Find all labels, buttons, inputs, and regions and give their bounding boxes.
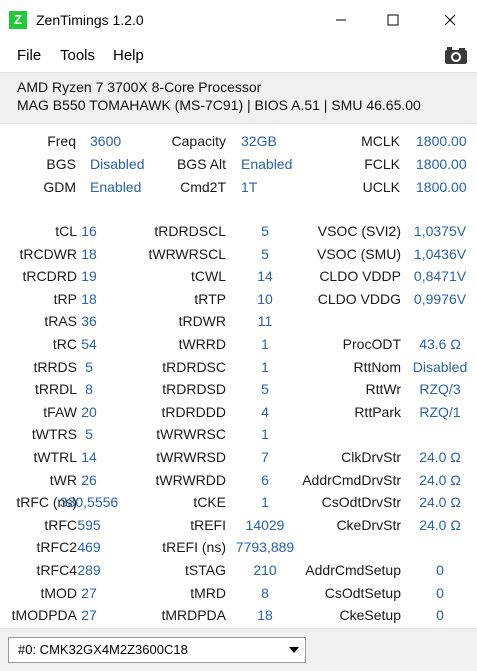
minimize-icon [335, 14, 347, 26]
timing-label: tCL [55, 223, 77, 239]
timing-label: CsOdtDrvStr [321, 494, 401, 511]
timing-value: 8 [261, 584, 269, 601]
timing-value: 32GB [241, 133, 277, 149]
timing-label: tWRWRSC [156, 426, 226, 443]
timing-label: tRDRDDD [161, 403, 226, 420]
timing-value: 5 [261, 245, 269, 262]
timing-value: 8 [85, 381, 93, 398]
timing-value: 5 [261, 223, 269, 239]
timing-value: 16 [81, 223, 97, 239]
close-button[interactable] [423, 0, 477, 40]
timing-value: 1800.00 [416, 179, 467, 195]
minimize-button[interactable] [314, 0, 368, 40]
timing-value: 7 [261, 449, 269, 465]
maximize-icon [387, 14, 399, 26]
timing-label: tRDWR [178, 313, 226, 330]
timing-label: AddrCmdSetup [305, 562, 401, 578]
timing-value: 5 [85, 426, 93, 443]
timing-value: 0,8471V [413, 268, 467, 285]
timing-value: Enabled [241, 156, 293, 172]
timing-label: RttWr [365, 381, 401, 398]
timing-label: tWR [49, 471, 77, 488]
timing-value: RZQ/3 [419, 381, 461, 398]
close-icon [444, 14, 456, 26]
timing-label: tWRWRDD [155, 471, 226, 488]
timing-label: tREFI [190, 516, 226, 533]
timing-label: tRDRDSC [162, 358, 226, 375]
timing-label: tCWL [191, 268, 226, 285]
timing-label: RttNom [353, 358, 401, 375]
timing-label: CkeSetup [339, 607, 401, 624]
timing-value: 18 [81, 290, 97, 307]
timing-label: tFAW [43, 403, 77, 420]
timing-label: tRC [52, 336, 77, 352]
timing-value: 24.0 Ω [419, 471, 461, 488]
timing-label: ProcODT [342, 336, 401, 352]
timing-label: UCLK [362, 179, 400, 195]
timing-value: 0,9976V [413, 290, 467, 307]
timing-value: Disabled [412, 358, 468, 375]
timing-label: Cmd2T [180, 179, 226, 195]
timing-value: 1800.00 [416, 133, 467, 149]
timing-value: 11 [257, 313, 273, 330]
timing-value: 1 [261, 494, 269, 511]
timing-value: 7793,889 [235, 539, 295, 556]
timing-value: 1T [241, 179, 258, 195]
timing-value: 595 [77, 516, 101, 533]
timing-value: 1,0375V [413, 223, 467, 239]
timing-value: 6 [261, 471, 269, 488]
timing-value: 1800.00 [416, 156, 467, 172]
timing-value: 0 [436, 562, 444, 578]
chevron-down-icon [289, 647, 299, 653]
timing-label: FCLK [364, 156, 400, 172]
timing-value: 19 [81, 268, 97, 285]
timing-label: tRCDWR [19, 245, 77, 262]
timing-label: tRP [53, 290, 77, 307]
timing-label: MCLK [361, 133, 400, 149]
timing-value: 18 [81, 245, 97, 262]
timing-label: tWRWRSCL [148, 245, 226, 262]
timing-value: 36 [81, 313, 97, 330]
timing-value: 1 [261, 426, 269, 443]
timing-value: 5 [261, 381, 269, 398]
timing-label: tWRWRSD [156, 449, 226, 465]
menu-tools[interactable]: Tools [60, 47, 96, 64]
timing-value: 43.6 Ω [419, 336, 461, 352]
timing-value: Disabled [90, 156, 145, 172]
timing-value: 210 [253, 562, 277, 578]
timing-value: 3600 [90, 133, 122, 149]
timing-label: tRFC (ns) [16, 494, 77, 511]
motherboard-info: MAG B550 TOMAHAWK (MS-7C91) | BIOS A.51 | SMU 46.65.00 [17, 97, 421, 113]
memory-module-selected: #0: CMK32GX4M2Z3600C18 [18, 642, 188, 657]
timing-label: BGS [46, 156, 76, 172]
timing-value: 469 [77, 539, 101, 556]
timing-label: tMRD [190, 584, 226, 601]
timing-value: 0 [436, 607, 444, 624]
timing-label: VSOC (SMU) [317, 245, 401, 262]
timing-label: tRFC4 [36, 562, 77, 578]
timing-label: CLDO VDDG [317, 290, 401, 307]
camera-icon [444, 44, 468, 66]
timing-value: 10 [257, 290, 273, 307]
timing-label: Freq [47, 133, 76, 149]
menu-help[interactable]: Help [113, 47, 144, 64]
timing-label: VSOC (SVI2) [317, 223, 401, 239]
timing-value: 26 [81, 471, 97, 488]
timing-value: 27 [81, 584, 97, 601]
timing-label: tMODPDA [11, 607, 77, 624]
window-title: ZenTimings 1.2.0 [36, 12, 144, 28]
timing-value: 1 [261, 336, 269, 352]
timing-label: tCKE [193, 494, 226, 511]
timing-label: tMOD [40, 584, 77, 601]
timing-label: tRCDRD [22, 268, 77, 285]
timing-label: tREFI (ns) [162, 539, 226, 556]
timing-label: AddrCmdDrvStr [302, 471, 401, 488]
timing-value: RZQ/1 [419, 403, 461, 420]
timing-value: 0 [436, 584, 444, 601]
timing-value: 14 [81, 449, 97, 465]
title-bar [0, 0, 477, 40]
timing-label: tMRDPDA [161, 607, 226, 624]
timing-label: Capacity [171, 133, 226, 149]
timing-label: tRDRDSCL [154, 223, 226, 239]
timing-label: tWTRS [31, 426, 77, 443]
timing-label: tWRRD [178, 336, 226, 352]
timing-label: CkeDrvStr [336, 516, 401, 533]
memory-module-select[interactable] [8, 637, 306, 663]
screenshot-button[interactable] [444, 44, 468, 66]
timing-label: tRDRDSD [162, 381, 226, 398]
timing-label: tRRDS [33, 358, 77, 375]
timing-label: tRRDL [34, 381, 77, 398]
timing-label: RttPark [354, 403, 401, 420]
timing-label: tRFC2 [36, 539, 77, 556]
timing-value: 330,5556 [59, 494, 119, 511]
app-icon: Z [9, 11, 27, 29]
timing-value: 1,0436V [413, 245, 467, 262]
timing-value: 14 [257, 268, 273, 285]
timing-value: 14029 [245, 516, 285, 533]
timing-label: tRTP [194, 290, 226, 307]
timing-value: 1 [261, 358, 269, 375]
timing-value: 27 [81, 607, 97, 624]
timing-label: CLDO VDDP [319, 268, 401, 285]
timing-value: 5 [85, 358, 93, 375]
timing-label: ClkDrvStr [341, 449, 401, 465]
timing-label: tRFC [44, 516, 77, 533]
maximize-button[interactable] [366, 0, 420, 40]
timing-value: 54 [81, 336, 97, 352]
timing-value: 24.0 Ω [419, 494, 461, 511]
timing-label: CsOdtSetup [324, 584, 401, 601]
menu-file[interactable]: File [17, 47, 42, 64]
timing-label: GDM [43, 179, 76, 195]
timing-label: tWTRL [33, 449, 77, 465]
timing-value: 18 [257, 607, 273, 624]
timing-value: 4 [261, 403, 269, 420]
timing-label: tSTAG [185, 562, 226, 578]
timing-label: BGS Alt [176, 156, 226, 172]
cpu-name: AMD Ryzen 7 3700X 8-Core Processor [17, 79, 262, 95]
timing-value: 24.0 Ω [419, 516, 461, 533]
timing-value: 289 [77, 562, 101, 578]
timing-label: tRAS [44, 313, 77, 330]
timing-value: 20 [81, 403, 97, 420]
timing-value: 24.0 Ω [419, 449, 461, 465]
timing-value: Enabled [90, 179, 142, 195]
